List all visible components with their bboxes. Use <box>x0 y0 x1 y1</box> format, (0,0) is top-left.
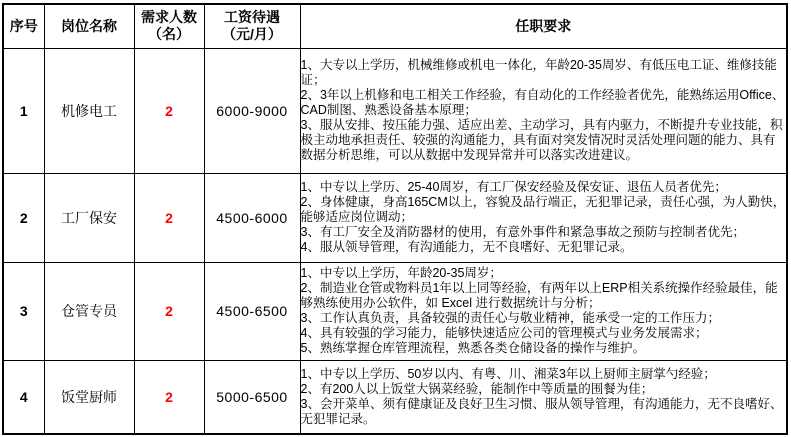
requirement-line: 1、中专以上学历、25-40周岁，有工厂保安经验及保安证、退伍人员者优先； <box>300 180 727 194</box>
column-header-requirements <box>300 4 787 48</box>
table-row <box>3 173 787 262</box>
cell-position: 工厂保安 <box>44 173 134 262</box>
requirement-line: 5、熟练掌握仓库管理流程，熟悉各类仓储设备的操作与维护。 <box>300 341 645 355</box>
cell-headcount: 2 <box>134 360 204 434</box>
requirement-line: 3、会开菜单、须有健康证及良好卫生习惯、服从领导管理，有沟通能力，无不良嗜好、无犯罪记录。 <box>300 396 783 426</box>
cell-index: 2 <box>3 173 44 262</box>
cell-position: 仓管专员 <box>44 262 134 360</box>
cell-index: 3 <box>3 262 44 360</box>
column-header-position-label: 岗位名称 <box>61 17 117 34</box>
requirement-line: 3、服从安排、按压能力强、适应出差、主动学习，具有内驱力，不断提升专业技能，积极主动地承担责任、较强的沟通能力，具有面对突发情况时灵活处理问题的能力、具有数据分析思维，可以从数据中发现异常并可以落实改进建议。 <box>300 118 783 162</box>
column-header-requirements-label: 任职要求 <box>515 17 572 34</box>
cell-requirements <box>300 48 787 173</box>
cell-headcount: 2 <box>134 262 204 360</box>
table-row <box>3 360 787 434</box>
requirement-line: 3、有工厂安全及消防器材的使用，有意外事件和紧急事故之预防与控制者优先； <box>300 225 745 239</box>
cell-headcount: 2 <box>134 48 204 173</box>
cell-position: 机修电工 <box>44 48 134 173</box>
requirement-line: 2、有200人以上饭堂大锅菜经验，能制作中等质量的围餐为佳； <box>300 381 654 396</box>
column-header-salary <box>204 4 300 48</box>
column-header-salary-main: 工资待遇 <box>224 9 280 26</box>
cell-salary: 4500-6000 <box>204 173 300 262</box>
cell-requirements <box>300 173 787 262</box>
column-header-headcount-main: 需求人数 <box>141 9 197 26</box>
cell-salary: 4500-6500 <box>204 262 300 360</box>
requirement-line: 2、制造业仓管或物料员1年以上同等经验，有两年以上ERP相关系统操作经验最佳，能够熟练使用办公软件，如 Excel 进行数据统计与分析； <box>300 281 778 310</box>
requirement-line: 1、中专以上学历，年龄20-35周岁； <box>300 266 502 280</box>
table-row <box>3 48 787 173</box>
column-header-position <box>44 4 134 48</box>
column-header-index <box>3 4 44 48</box>
cell-requirements <box>300 360 787 434</box>
cell-index: 1 <box>3 48 44 173</box>
requirement-line: 3、工作认真负责，具备较强的责任心与敬业精神，能承受一定的工作压力； <box>300 311 720 325</box>
cell-position: 饭堂厨师 <box>44 360 134 434</box>
column-header-salary-sub: （元/月） <box>222 26 282 43</box>
cell-index: 4 <box>3 360 44 434</box>
cell-salary: 6000-9000 <box>204 48 300 173</box>
requirement-line: 2、身体健康，身高165CM以上，容貌及品行端正，无犯罪记录，责任心强，为人勤快，能够适应岗位调动； <box>300 195 786 224</box>
requirement-line: 1、大专以上学历，机械维修或机电一体化，年龄20-35周岁、有低压电工证、维修技能证； <box>300 58 777 87</box>
requirement-line: 1、中专以上学历、50岁以内、有粤、川、湘菜3年以上厨师主厨掌勺经验； <box>300 366 716 381</box>
requirement-line: 4、具有较强的学习能力，能够快速适应公司的管理模式与业务发展需求； <box>300 326 708 340</box>
table-row <box>3 262 787 360</box>
job-requirements-table <box>2 3 788 435</box>
requirement-line: 2、3年以上机修和电工相关工作经验，有自动化的工作经验者优先，能熟练运用Office、CAD制图、熟悉设备基本原理； <box>300 88 785 117</box>
column-header-headcount-sub: （名） <box>148 26 190 43</box>
cell-salary: 5000-6500 <box>204 360 300 434</box>
header-row <box>3 4 787 48</box>
column-header-index-label: 序号 <box>9 17 38 34</box>
column-header-headcount <box>134 4 204 48</box>
cell-requirements <box>300 262 787 360</box>
requirement-line: 4、服从领导管理，有沟通能力，无不良嗜好、无犯罪记录。 <box>300 240 633 254</box>
cell-headcount: 2 <box>134 173 204 262</box>
